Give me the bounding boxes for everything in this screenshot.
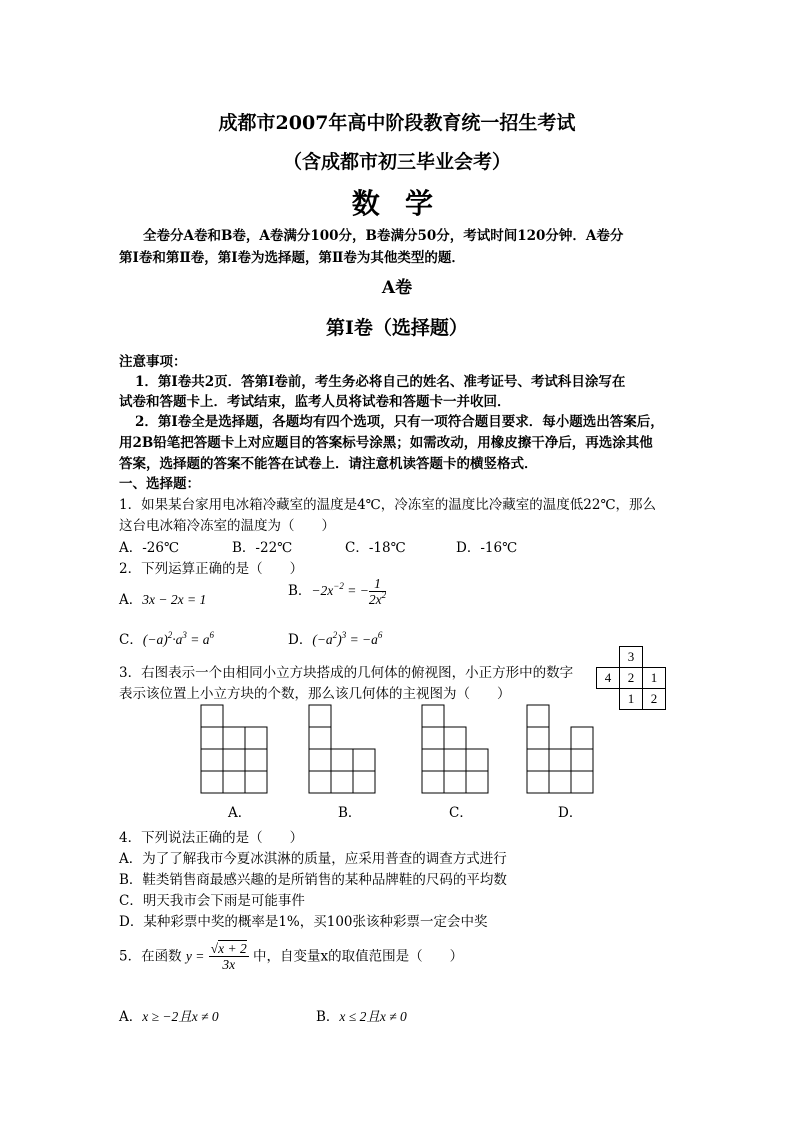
- q2-c-label: C．: [119, 632, 143, 648]
- q3-line2: 表示该位置上小立方块的个数，那么该几何体的主视图为（ ）: [119, 686, 511, 702]
- q5-option-b-label: B．: [316, 1009, 340, 1025]
- q3-front-view-figures: [195, 700, 615, 795]
- q5-option-a-label: A．: [119, 1009, 143, 1025]
- q2-b-exp: −2: [333, 581, 344, 591]
- part-one-title: 第Ⅰ卷（选择题）: [326, 317, 468, 339]
- q4-option-b: B．鞋类销售商最感兴趣的是所销售的某种品牌鞋的尺码的平均数: [119, 872, 507, 888]
- q2-option-d: [288, 628, 382, 648]
- q5-denominator: 3x: [222, 957, 236, 972]
- q1-option-c: C．-18℃: [345, 540, 406, 556]
- q2-c-part: 3: [182, 630, 187, 640]
- section-a-label: A卷: [381, 278, 413, 298]
- q1-line1: 1．如果某台家用电冰箱冷藏室的温度是4℃，冷冻室的温度比冷藏室的温度低22℃，那么: [119, 497, 657, 513]
- q2-a-expr: 3x − 2x = 1: [142, 592, 207, 607]
- q1-option-d: D．-16℃: [456, 540, 518, 556]
- q5-option-a: [119, 1005, 219, 1025]
- q4-stem: 4．下列说法正确的是（ ）: [119, 830, 304, 846]
- q3-option-b-label: B．: [338, 805, 362, 821]
- q3-option-c-label: C．: [449, 805, 473, 821]
- q2-c-part: 6: [209, 630, 214, 640]
- q5-stem: [119, 941, 463, 972]
- sqrt-icon: √: [210, 941, 219, 956]
- top-view-cell: 1: [643, 668, 666, 689]
- q2-d-part: ): [337, 632, 342, 647]
- q5-suffix: 中，自变量x的取值范围是（ ）: [253, 948, 464, 965]
- q2-option-b: [288, 576, 386, 607]
- q5-prefix: 5．在函数: [119, 948, 182, 965]
- top-view-cell: 2: [643, 689, 666, 710]
- q5-y-eq: y =: [185, 948, 205, 964]
- q2-d-part: = −a: [346, 632, 378, 647]
- q5-numerator: [209, 941, 249, 957]
- subject-title: 数学: [351, 187, 459, 220]
- q5-option-b-expr: x ≤ 2且x ≠ 0: [339, 1009, 407, 1024]
- q2-c-part: 2: [167, 630, 173, 640]
- q2-stem: 2．下列运算正确的是（ ）: [119, 561, 304, 577]
- q2-c-part: ·a: [172, 632, 183, 647]
- q2-b-numerator: 1: [369, 576, 386, 592]
- q2-b-fraction: [369, 576, 386, 607]
- q2-d-label: D．: [288, 632, 313, 648]
- front-view-c: [422, 705, 488, 793]
- q2-b-denominator: [369, 592, 386, 607]
- q5-option-b: [316, 1005, 407, 1025]
- top-view-cell: 1: [620, 689, 643, 710]
- q4-option-d: D．某种彩票中奖的概率是1%，买100张该种彩票一定会中奖: [119, 914, 488, 930]
- q2-option-a: [119, 588, 206, 608]
- intro-line-2: 第Ⅰ卷和第Ⅱ卷，第Ⅰ卷为选择题，第Ⅱ卷为其他类型的题．: [119, 250, 465, 266]
- notice-item2-line1: 2．第Ⅰ卷全是选择题，各题均有四个选项，只有一项符合题目要求．每小题选出答案后，: [135, 414, 664, 430]
- q1-option-b: B．-22℃: [232, 540, 293, 556]
- q2-d-part: (−a: [312, 632, 333, 647]
- q1-option-a: A．-26℃: [119, 540, 180, 556]
- q2-d-part: 3: [341, 630, 347, 640]
- q2-b-label: B．: [288, 583, 312, 599]
- q3-option-a-label: A．: [228, 805, 252, 821]
- q2-b-den-base: 2x: [368, 592, 382, 607]
- notice-item2-line2: 用2B铅笔把答题卡上对应题目的答案标号涂黑；如需改动，用橡皮擦干净后，再选涂其他: [119, 435, 653, 451]
- q2-b-den-exp: 2: [381, 590, 387, 600]
- notice-item2-line3: 答案，选择题的答案不能答在试卷上．请注意机读答题卡的横竖格式．: [119, 456, 538, 472]
- notice-item1-line1: 1．第Ⅰ卷共2页．答第Ⅰ卷前，考生务必将自己的姓名、准考证号、考试科目涂写在: [135, 374, 626, 390]
- q3-line1: 3．右图表示一个由相同小立方块搭成的几何体的俯视图，小正方形中的数字: [119, 665, 574, 681]
- q3-option-d-label: D．: [558, 805, 583, 821]
- exam-title: 成都市2007年高中阶段教育统一招生考试: [218, 112, 576, 134]
- section-heading: 一、选择题：: [119, 476, 200, 492]
- q5-fraction: [209, 941, 249, 972]
- front-view-a: [201, 705, 267, 793]
- exam-subtitle: （含成都市初三毕业会考）: [282, 151, 511, 173]
- q2-a-label: A．: [119, 592, 143, 608]
- notice-heading: 注意事项：: [119, 354, 187, 370]
- q5-option-a-expr: x ≥ −2且x ≠ 0: [142, 1009, 219, 1024]
- q4-option-a: A．为了了解我市今夏冰淇淋的质量，应采用普查的调查方式进行: [119, 851, 507, 867]
- q2-b-left: −2x: [311, 583, 334, 598]
- q2-option-c: [119, 628, 214, 648]
- top-view-cell: 2: [620, 668, 643, 689]
- top-view-cell: 3: [620, 647, 643, 668]
- q2-d-part: 6: [377, 630, 383, 640]
- front-view-b: [309, 705, 375, 793]
- top-view-cell: 4: [597, 668, 620, 689]
- front-view-d: [527, 705, 593, 793]
- q2-b-eq: = −: [343, 583, 369, 598]
- q2-d-part: 2: [332, 630, 338, 640]
- q5-radicand: x + 2: [218, 941, 247, 956]
- top-view-cell: [597, 647, 620, 668]
- q4-option-c: C．明天我市会下雨是可能事件: [119, 893, 305, 909]
- top-view-cell: [643, 647, 666, 668]
- notice-item1-line2: 试卷和答题卡上．考试结束，监考人员将试卷和答题卡一并收回．: [119, 394, 511, 410]
- q2-c-part: = a: [186, 632, 210, 647]
- q2-c-part: (−a): [142, 632, 168, 647]
- intro-line-1: 全卷分A卷和B卷，A卷满分100分，B卷满分50分，考试时间120分钟．A卷分: [143, 228, 624, 244]
- q1-line2: 这台电冰箱冷冻室的温度为（ ）: [119, 518, 335, 534]
